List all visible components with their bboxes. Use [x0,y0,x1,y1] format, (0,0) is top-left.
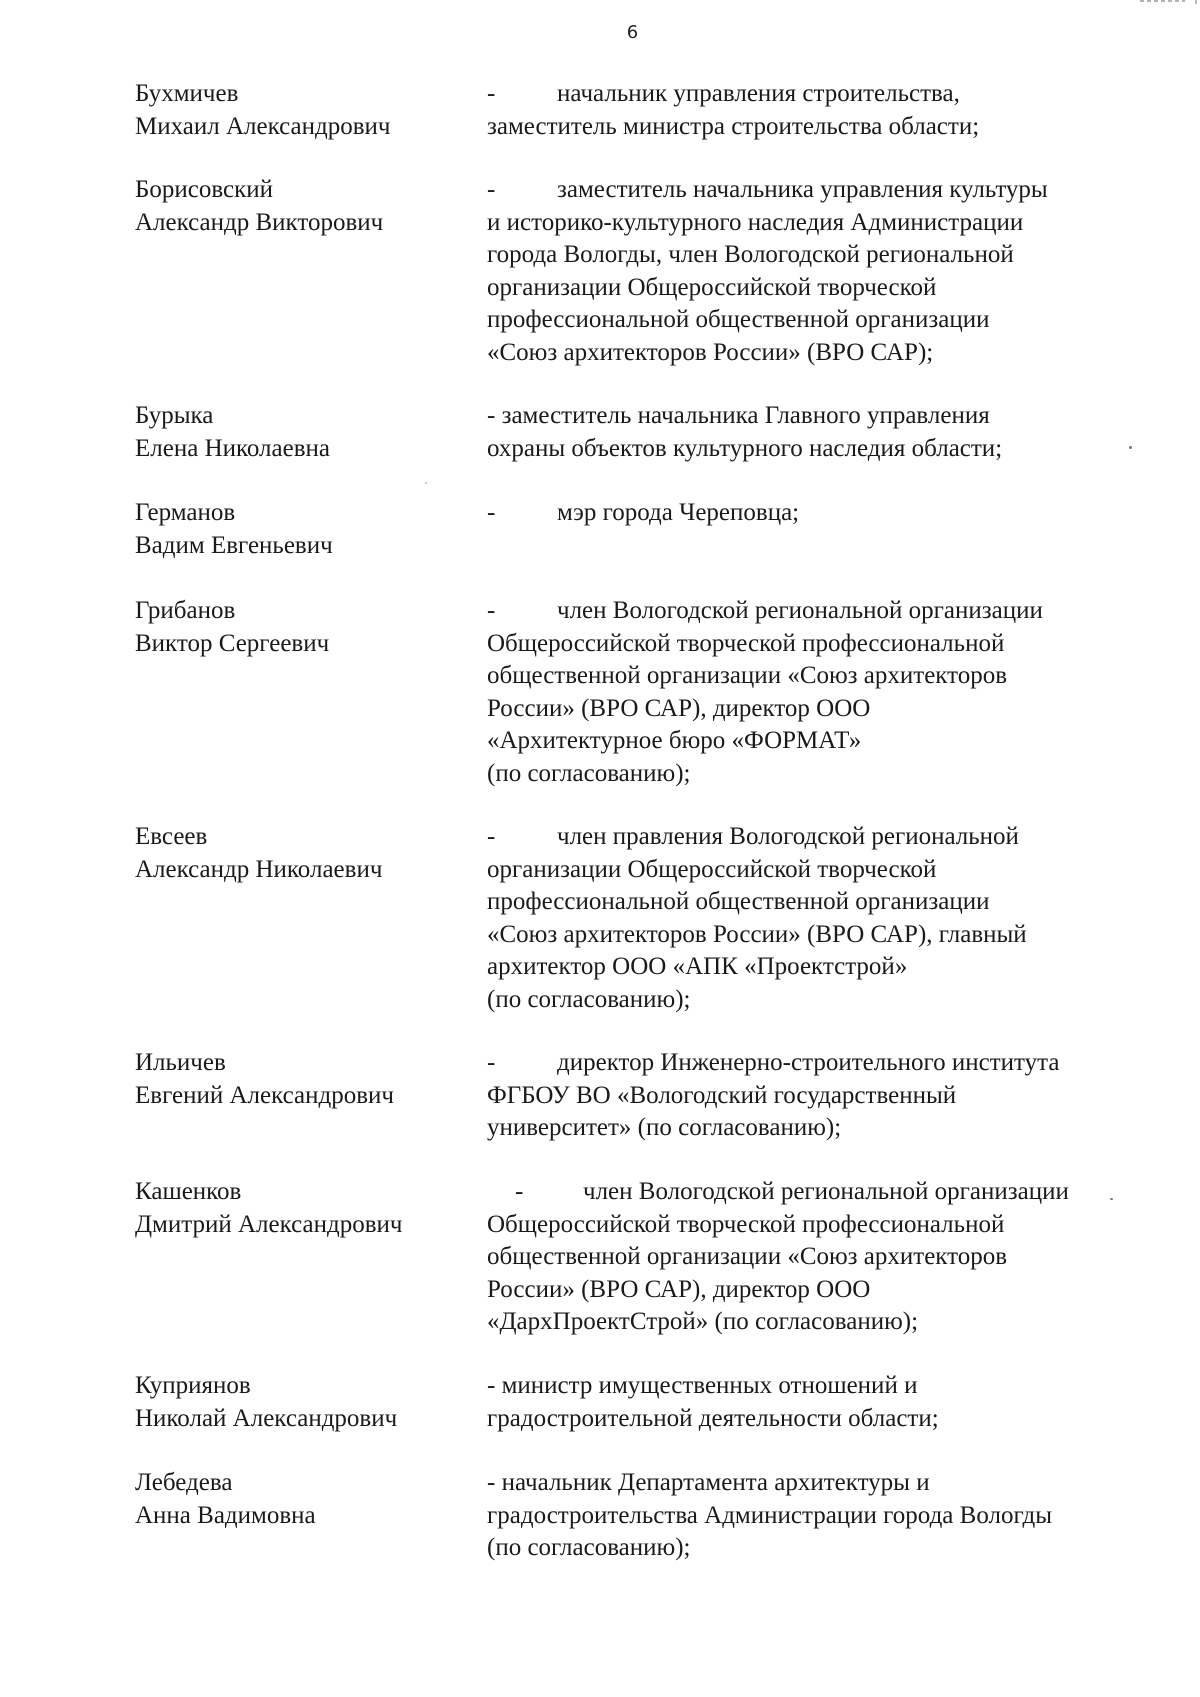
member-role-line: (по согласованию); [487,759,691,787]
member-role-line: «Союз архитекторов России» (ВРО САР), главный [487,920,1027,948]
member-surname: Германов [135,499,236,526]
member-role-line: градостроительства Администрации города Вологды [487,1501,1053,1529]
member-name [135,174,465,239]
scan-edge-mark [1080,0,1200,4]
scan-speck [425,482,427,484]
member-surname: Евсеев [135,823,208,850]
member-role [487,400,1137,465]
member-role-line: России» (ВРО САР), директор ООО [487,1275,871,1303]
member-role [487,595,1137,790]
member-given-names: Вадим Евгеньевич [135,531,333,559]
member-role-line [487,78,1137,111]
member-role-line: общественной организации «Союз архитекторов [487,662,1008,689]
member-role-line [487,595,1137,628]
role-dash: - [515,1178,524,1205]
member-role-line: профессиональной общественной организации [487,888,990,915]
member-surname: Борисовский [135,176,273,203]
role-dash: - [487,597,496,624]
role-dash: - [487,823,496,850]
role-text: член Вологодской региональной организации [557,597,1043,624]
role-dash: - [487,1372,496,1399]
member-role-line: «Союз архитекторов России» (ВРО САР); [487,338,934,366]
member-role-line: организации Общероссийской творческой [487,273,937,301]
member-role-line [487,1047,1137,1080]
member-role [487,497,1137,530]
role-text: мэр города Череповца; [557,499,800,526]
role-text: член правления Вологодской региональной [557,823,1019,850]
role-text: заместитель начальника Главного управления [501,402,990,429]
member-given-names: Александр Викторович [135,208,384,236]
role-dash: - [487,176,496,203]
member-role [487,1047,1137,1145]
member-surname: Бухмичев [135,80,239,107]
member-given-names: Николай Александрович [135,1404,398,1432]
member-name [135,497,465,562]
member-given-names: Анна Вадимовна [135,1501,316,1529]
member-name [135,1047,465,1112]
page-number: 6 [626,22,639,43]
member-role-line: профессиональной общественной организации [487,306,990,333]
member-role-line: ФГБОУ ВО «Вологодский государственный [487,1081,957,1109]
member-given-names: Виктор Сергеевич [135,629,330,657]
role-text: начальник Департамента архитектуры и [501,1469,930,1496]
member-surname: Лебедева [135,1469,233,1496]
role-text: начальник управления строительства, [557,80,960,107]
role-text: заместитель начальника управления культуры [557,176,1048,203]
member-given-names: Михаил Александрович [135,112,391,140]
member-name [135,1370,465,1435]
member-role-line: (по согласованию); [487,985,691,1013]
member-name [135,1467,465,1532]
member-role-line: заместитель министра строительства области; [487,112,980,140]
member-role-line: (по согласованию); [487,1534,691,1561]
member-name [135,78,465,143]
member-given-names: Александр Николаевич [135,855,383,883]
member-role [487,1467,1137,1565]
member-role-line: и историко-культурного наследия Администрации [487,208,1024,236]
member-given-names: Евгений Александрович [135,1081,394,1109]
member-name [135,595,465,660]
member-role-line: охраны объектов культурного наследия области; [487,434,1003,462]
scan-speck [1110,1198,1113,1200]
role-dash: - [487,1049,496,1076]
role-dash: - [487,80,496,107]
member-role-line: России» (ВРО САР), директор ООО [487,694,871,722]
role-text: министр имущественных отношений и [501,1372,918,1399]
role-dash: - [487,402,496,429]
member-role-line [487,1176,1137,1209]
member-role [487,821,1137,1016]
member-name [135,821,465,886]
role-dash: - [487,1469,496,1496]
member-surname: Куприянов [135,1372,251,1399]
member-surname: Грибанов [135,597,236,624]
member-role [487,1176,1137,1339]
member-role-line [487,400,1137,433]
member-role-line: Общероссийской творческой профессиональной [487,629,1005,657]
member-role-line [487,174,1137,207]
member-surname: Бурыка [135,402,214,429]
role-dash: - [487,499,496,526]
member-given-names: Дмитрий Александрович [135,1210,403,1238]
member-name [135,1176,465,1241]
member-role-line: Общероссийской творческой профессиональной [487,1210,1005,1238]
member-role-line [487,497,1137,530]
member-role-line: «ДархПроектСтрой» (по согласованию); [487,1308,919,1335]
member-role-line [487,1467,1137,1500]
member-role-line: архитектор ООО «АПК «Проектстрой» [487,953,908,980]
member-role-line: организации Общероссийской творческой [487,855,937,883]
role-text: директор Инженерно-строительного института [557,1049,1060,1076]
member-role [487,174,1137,369]
scan-speck [1129,446,1132,449]
member-role-line: города Вологды, член Вологодской региональной [487,241,1014,268]
member-role-line: градостроительной деятельности области; [487,1404,939,1432]
member-role-line: общественной организации «Союз архитекторов [487,1243,1008,1270]
member-surname: Ильичев [135,1049,226,1076]
role-text: член Вологодской региональной организации [583,1178,1069,1205]
member-role [487,1370,1137,1435]
member-role-line: «Архитектурное бюро «ФОРМАТ» [487,727,862,754]
member-role [487,78,1137,143]
member-given-names: Елена Николаевна [135,434,330,462]
member-role-line: университет» (по согласованию); [487,1114,842,1141]
member-surname: Кашенков [135,1178,242,1205]
member-name [135,400,465,465]
member-role-line [487,1370,1137,1403]
member-role-line [487,821,1137,854]
